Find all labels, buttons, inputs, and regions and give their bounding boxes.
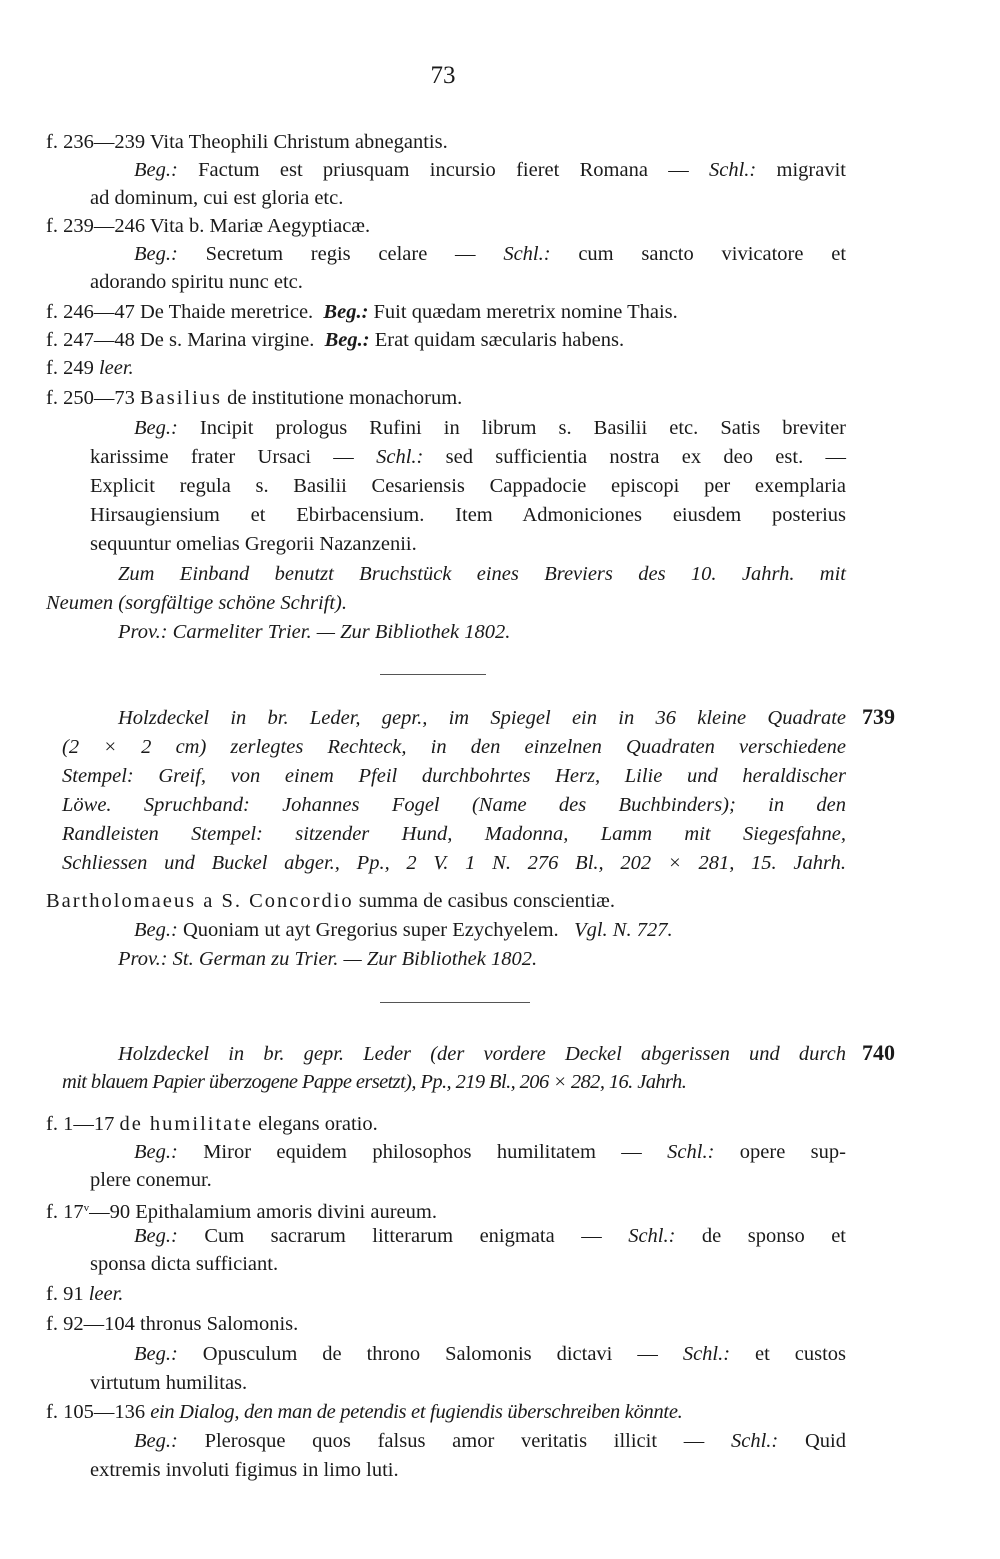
provenance: Prov.: St. German zu Trier. — Zur Bibliothek 1802. — [118, 948, 538, 970]
binding-note: Zum Einband benutzt Bruchstück eines Breviers des 10. Jahrh. mit — [118, 563, 846, 585]
entry-line: sponsa dicta sufficiant. — [90, 1253, 279, 1275]
entry-line: extremis involuti figimus in limo luti. — [90, 1459, 399, 1481]
description-line: (2 × 2 cm) zerlegtes Rechteck, in den einzelnen Quadraten verschiedene — [62, 736, 846, 758]
section-divider — [380, 674, 486, 675]
entry-line: Explicit regula s. Basilii Cesariensis Cappadocie episcopi per exemplaria — [90, 475, 846, 497]
entry-line: f. 249 leer. — [46, 357, 134, 379]
entry-line: f. 250—73 Basilius de institutione monachorum. — [46, 387, 463, 409]
entry-line: f. 247—48 De s. Marina virgine. Beg.: Erat quidam sæcularis habens. — [46, 329, 625, 351]
entry-line: plere conemur. — [90, 1169, 212, 1191]
manuscript-number: 740 — [862, 1040, 895, 1065]
entry-line: f. 92—104 thronus Salomonis. — [46, 1313, 299, 1335]
entry-line: Beg.: Quoniam ut ayt Gregorius super Ezychyelem. Vgl. N. 727. — [134, 919, 673, 941]
entry-line: ad dominum, cui est gloria etc. — [90, 187, 344, 209]
provenance: Prov.: Carmeliter Trier. — Zur Bibliothek 1802. — [118, 621, 511, 643]
entry-line: Beg.: Factum est priusquam incursio fieret Romana — Schl.: migravit — [134, 159, 846, 181]
entry-line: sequuntur omelias Gregorii Nazanzenii. — [90, 533, 417, 555]
section-divider — [380, 1002, 530, 1003]
entry-line: Beg.: Secretum regis celare — Schl.: cum sancto vivicatore et — [134, 243, 847, 265]
description-line: Löwe. Spruchband: Johannes Fogel (Name des Buchbinders); in den — [62, 794, 846, 816]
entry-line: Beg.: Incipit prologus Rufini in librum s. Basilii etc. Satis breviter — [134, 417, 847, 439]
description-line: Stempel: Greif, von einem Pfeil durchbohrtes Herz, Lilie und heraldischer — [62, 765, 846, 787]
entry-line: Beg.: Cum sacrarum litterarum enigmata — Schl.: de sponso et — [134, 1225, 846, 1247]
entry-line: Beg.: Opusculum de throno Salomonis dictavi — Schl.: et custos — [134, 1343, 847, 1365]
entry-line: f. 1—17 de humilitate elegans oratio. — [46, 1113, 378, 1135]
description-line: Holzdeckel in br. gepr. Leder (der vordere Deckel abgerissen und durch — [118, 1043, 846, 1065]
description-line: mit blauem Papier überzogene Pappe ersetzt), Pp., 219 Bl., 206 × 282, 16. Jahrh. — [62, 1071, 687, 1093]
entry-line: adorando spiritu nunc etc. — [90, 271, 303, 293]
entry-line: Hirsaugiensium et Ebirbacensium. Item Admoniciones eiusdem posterius — [90, 504, 846, 526]
manuscript-number: 739 — [862, 704, 895, 729]
entry-line: karissime frater Ursaci — Schl.: sed sufficientia nostra ex deo est. — — [90, 446, 846, 468]
description-line: Holzdeckel in br. Leder, gepr., im Spiegel ein in 36 kleine Quadrate — [118, 707, 846, 729]
description-line: Schliessen und Buckel abger., Pp., 2 V. 1 N. 276 Bl., 202 × 281, 15. Jahrh. — [62, 852, 846, 874]
entry-line: f. 17$^v$—90 Epithalamium amoris divini aureum. — [46, 1201, 437, 1223]
entry-line: f. 239—246 Vita b. Mariæ Aegyptiacæ. — [46, 215, 371, 237]
entry-line: f. 105—136 ein Dialog, den man de petendis et fugiendis überschreiben könnte. — [46, 1401, 683, 1423]
entry-line: Beg.: Plerosque quos falsus amor veritatis illicit — Schl.: Quid — [134, 1430, 846, 1452]
entry-line: f. 236—239 Vita Theophili Christum abnegantis. — [46, 131, 448, 153]
entry-line: virtutum humilitas. — [90, 1372, 248, 1394]
entry-line: Beg.: Miror equidem philosophos humilitatem — Schl.: opere sup- — [134, 1141, 846, 1163]
description-line: Randleisten Stempel: sitzender Hund, Madonna, Lamm mit Siegesfahne, — [62, 823, 846, 845]
entry-line: f. 91 leer. — [46, 1283, 124, 1305]
binding-note: Neumen (sorgfältige schöne Schrift). — [46, 592, 347, 614]
page-number: 73 — [430, 62, 456, 89]
work-title: Bartholomaeus a S. Concordio summa de casibus conscientiæ. — [46, 890, 615, 912]
entry-line: f. 246—47 De Thaide meretrice. Beg.: Fuit quædam meretrix nomine Thais. — [46, 301, 678, 323]
